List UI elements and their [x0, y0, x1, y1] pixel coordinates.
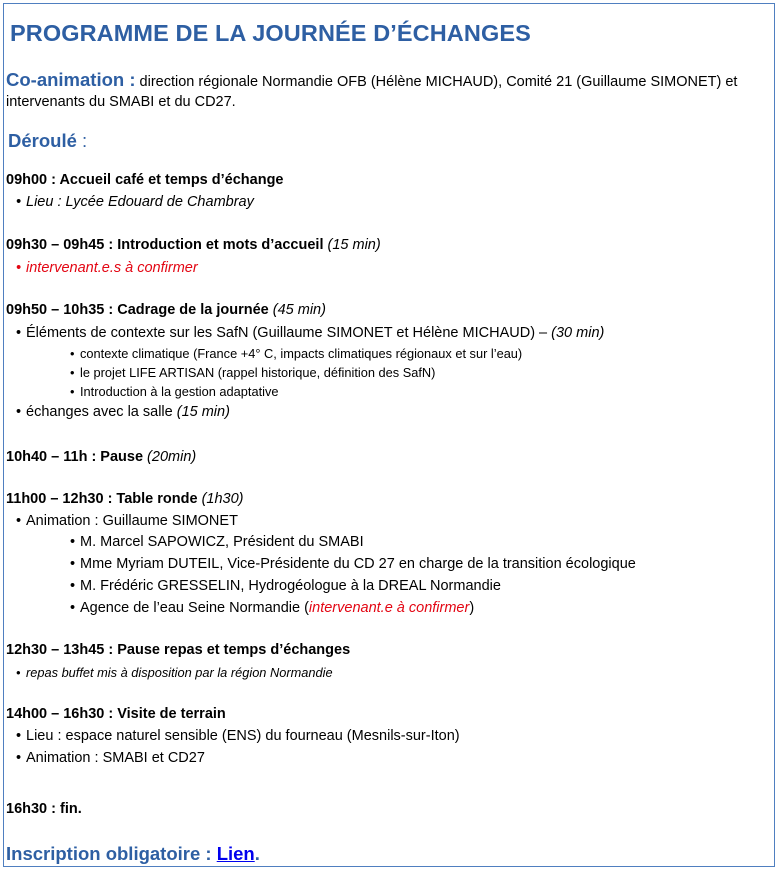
session-intro-time: 09h30 – 09h45 : Introduction et mots d’accueil	[6, 237, 324, 253]
session-roundtable-time: 11h00 – 12h30 : Table ronde	[6, 491, 198, 507]
session-welcome-location: • Lieu : Lycée Edouard de Chambray	[16, 194, 254, 210]
session-end-time: 16h30 : fin.	[6, 801, 82, 817]
deroule-label: Déroulé	[8, 130, 77, 151]
session-visit-host: • Animation : SMABI et CD27	[16, 750, 205, 766]
session-roundtable-duration: (1h30)	[197, 491, 244, 507]
session-break-duration: (20min)	[143, 449, 197, 465]
session-break-time: 10h40 – 11h : Pause	[6, 449, 144, 465]
session-lunch-note: • repas buffet mis à disposition par la région Normandie	[16, 665, 333, 680]
session-visit-location: • Lieu : espace naturel sensible (ENS) du fourneau (Mesnils-sur-Iton)	[16, 728, 460, 744]
session-break	[6, 449, 196, 465]
coanimation-label: Co-animation :	[6, 69, 136, 90]
list-item: • Agence de l’eau Seine Normandie (intervenant.e à confirmer)	[70, 600, 475, 616]
program-frame	[3, 3, 775, 867]
list-item: • Introduction à la gestion adaptative	[70, 384, 279, 399]
page-title: PROGRAMME DE LA JOURNÉE D’ÉCHANGES	[10, 20, 531, 46]
session-framing-context: • Éléments de contexte sur les SafN (Guillaume SIMONET et Hélène MICHAUD) – (30 min)	[16, 325, 605, 341]
inscription-link[interactable]: Lien	[216, 843, 255, 864]
list-item: • M. Frédéric GRESSELIN, Hydrogéologue à la DREAL Normandie	[70, 578, 501, 594]
list-item: • le projet LIFE ARTISAN (rappel historique, définition des SafN)	[70, 365, 436, 380]
list-item: • M. Marcel SAPOWICZ, Président du SMABI	[70, 534, 364, 550]
session-framing-time: 09h50 – 10h35 : Cadrage de la journée	[6, 302, 269, 318]
deroule-suffix: :	[76, 130, 88, 151]
session-framing	[6, 302, 326, 318]
inscription-line: Inscription obligatoire : Lien.	[6, 843, 260, 864]
deroule-heading	[6, 130, 87, 152]
session-framing-exchanges: • échanges avec la salle (15 min)	[16, 404, 230, 420]
coanimation-text: direction régionale Normandie OFB (Hélène MICHAUD), Comité 21 (Guillaume SIMONET) et intervenants du SMABI et du CD27.	[6, 74, 738, 110]
session-intro-speakers: • intervenant.e.s à confirmer	[16, 260, 198, 276]
session-welcome-time: 09h00 : Accueil café et temps d’échange	[6, 172, 284, 188]
session-framing-duration: (45 min)	[268, 302, 326, 318]
session-roundtable-host: • Animation : Guillaume SIMONET	[16, 513, 238, 529]
session-roundtable	[6, 491, 244, 507]
session-visit-time: 14h00 – 16h30 : Visite de terrain	[6, 706, 226, 722]
coanimation-paragraph	[6, 70, 775, 112]
inscription-label: Inscription obligatoire :	[6, 843, 217, 864]
session-intro	[6, 237, 381, 253]
session-intro-duration: (15 min)	[323, 237, 381, 253]
session-lunch-time: 12h30 – 13h45 : Pause repas et temps d’échanges	[6, 642, 351, 658]
list-item: • contexte climatique (France +4° C, impacts climatiques régionaux et sur l’eau)	[70, 346, 523, 361]
list-item: • Mme Myriam DUTEIL, Vice-Présidente du CD 27 en charge de la transition écologique	[70, 556, 636, 572]
